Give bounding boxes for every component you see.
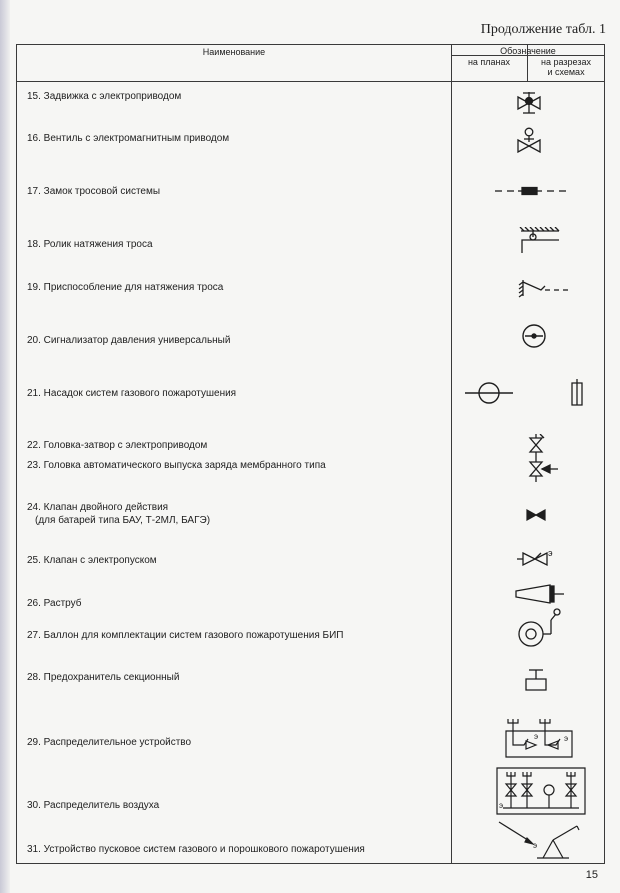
air-distributor-label: э: [499, 801, 504, 810]
electric-start-label: э: [548, 548, 553, 558]
air-distributor-symbol: [495, 766, 587, 816]
row-label-21: 21. Насадок систем газового пожаротушения: [27, 388, 237, 399]
row-label-22: 22. Головка-затвор с электроприводом: [27, 440, 208, 451]
row-label-17: 17. Замок тросовой системы: [27, 186, 161, 197]
table-caption: Продолжение табл. 1: [480, 22, 606, 37]
symbols-table: [16, 44, 605, 864]
gate-valve-electric-symbol: [512, 91, 546, 115]
row-label-26: 26. Раструб: [27, 598, 82, 609]
tensioner-symbol: [517, 278, 571, 298]
shutoff-head-symbol: [526, 434, 550, 456]
row-label-16: 16. Вентиль с электромагнитным приводом: [27, 133, 230, 144]
row-label-15: 15. Задвижка с электроприводом: [27, 91, 182, 102]
valve-solenoid-symbol: [513, 127, 545, 153]
header-designation: Обозначение: [500, 46, 556, 56]
distributor-symbol: [502, 719, 576, 759]
row-label-23: 23. Головка автоматического выпуска заряда мембранного типа: [27, 460, 326, 471]
page-number: 15: [585, 869, 598, 881]
row-label-31: 31. Устройство пусковое систем газового и порошкового пожаротушения: [27, 844, 365, 855]
header-on-sections-line2: и схемах: [547, 67, 585, 77]
column-divider: [451, 45, 452, 863]
row-label-28: 28. Предохранитель секционный: [27, 672, 180, 683]
tension-roller-symbol: [519, 227, 561, 253]
header-on-plans: на планах: [467, 57, 511, 67]
page-edge-shadow: [0, 0, 10, 893]
row-label-19: 19. Приспособление для натяжения троса: [27, 282, 224, 293]
row-label-27: 27. Баллон для комплектации систем газового пожаротушения БИП: [27, 630, 344, 641]
header-on-sections: [527, 57, 605, 77]
distributor-label-2: э: [564, 734, 569, 743]
pressure-switch-symbol: [521, 323, 547, 349]
row-label-20: 20. Сигнализатор давления универсальный: [27, 335, 231, 346]
double-valve-symbol: [525, 508, 547, 522]
section-fuse-symbol: [523, 669, 549, 693]
row-label-24-line2: (для батарей типа БАУ, Т-2МЛ, БАГЭ): [35, 515, 211, 526]
cable-lock-symbol: [493, 186, 569, 196]
header-name: Наименование: [202, 47, 266, 57]
gas-nozzle-section-symbol: [569, 379, 585, 407]
horn-symbol: [512, 583, 566, 605]
row-label-29: 29. Распределительное устройство: [27, 737, 192, 748]
electric-start-valve-symbol: [515, 547, 555, 569]
starter-device-label: э: [533, 841, 538, 850]
header-on-sections-line1: на разрезах: [541, 57, 591, 67]
row-label-30: 30. Распределитель воздуха: [27, 800, 160, 811]
cylinder-symbol: [511, 606, 561, 648]
distributor-label-1: э: [534, 732, 539, 741]
row-label-18: 18. Ролик натяжения троса: [27, 239, 153, 250]
membrane-head-symbol: [524, 456, 560, 482]
row-label-24-line1: 24. Клапан двойного действия: [27, 502, 169, 513]
row-label-25: 25. Клапан с электропуском: [27, 555, 157, 566]
gas-nozzle-plan-symbol: [463, 380, 515, 406]
header-bottom-line: [17, 81, 605, 82]
row-label-24: [27, 501, 210, 527]
starter-device-symbol: [497, 820, 589, 862]
